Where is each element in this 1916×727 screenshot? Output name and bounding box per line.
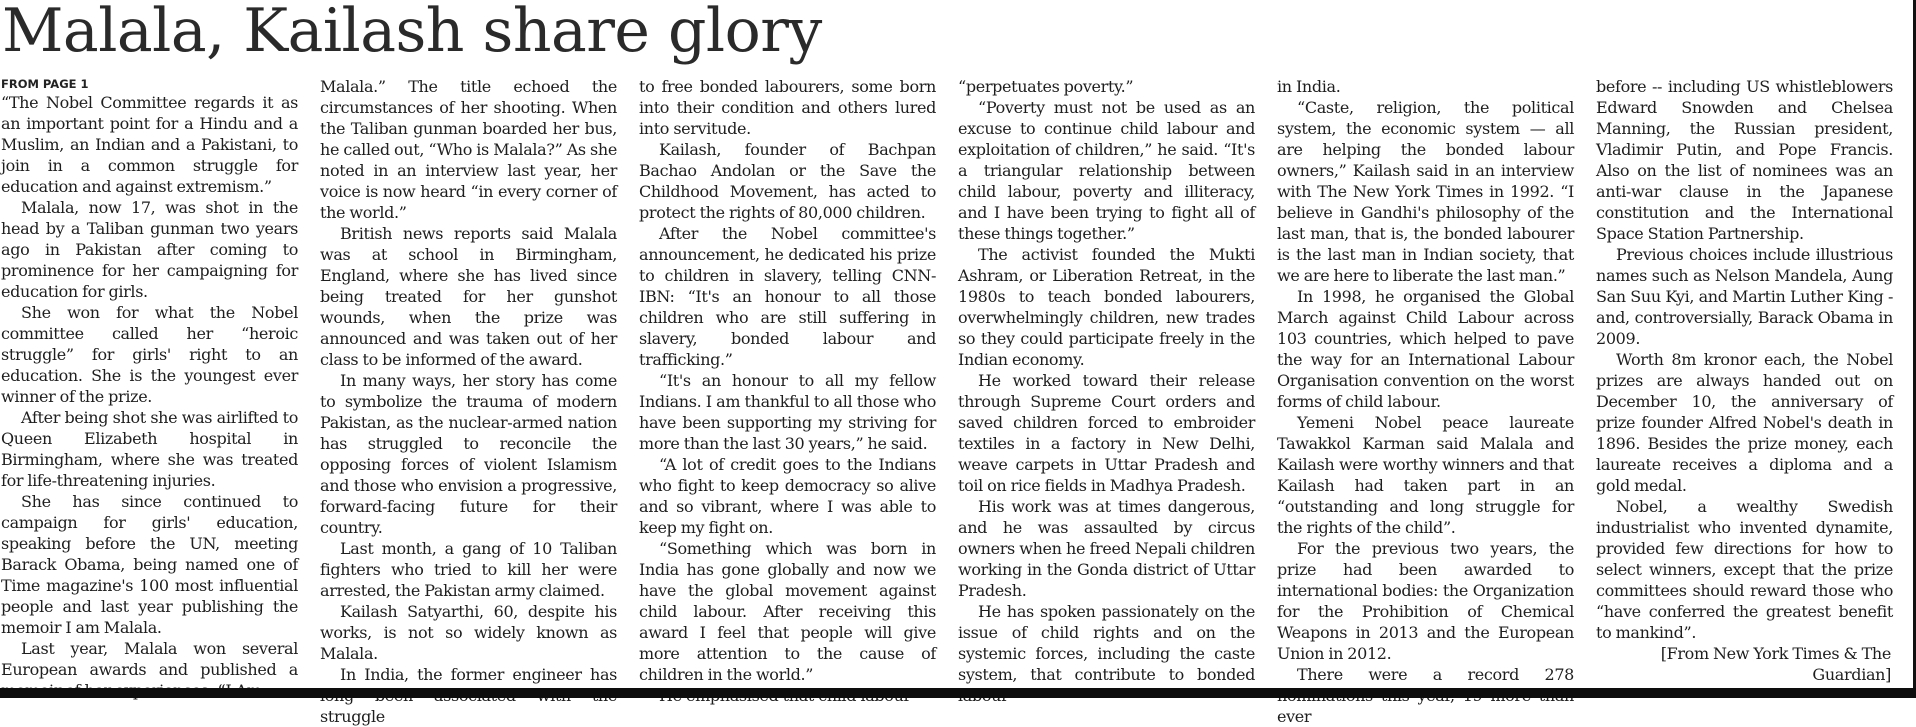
column-2 — [320, 76, 617, 726]
paragraph: British news reports said Malala was at school in Birmingham, England, where she has lived since being treated for her gunshot wounds, when the prize was announced and was taken out of her class to be informed of the award. — [320, 224, 617, 369]
paragraph: Last year, Malala won several European awards and published a — [1, 639, 298, 679]
column-4 — [958, 76, 1255, 684]
paragraph: Yemeni Nobel peace laureate Tawakkol Karman said Malala and Kailash were worthy winners and that Kailash had taken part in an “outstanding and long struggle for the rights of the child”. — [1277, 413, 1574, 537]
continued-from-kicker: FROM PAGE 1 — [1, 77, 89, 91]
headline: Malala, Kailash share glory — [2, 0, 822, 66]
paragraph: In 1998, he organised the Global March against Child Labour across 103 countries, which helped to pave the way for an International Labour Organisation convention on the worst forms of child labour. — [1277, 287, 1574, 411]
paragraph: Nobel, a wealthy Swedish industrialist who invented dynamite, provided few directions for how to select winners, except that the prize committees should reward those who “have conferred the greatest benefit to mankind”. — [1596, 497, 1893, 642]
column-3 — [639, 76, 936, 684]
paragraph: She won for what the Nobel committee called her “heroic struggle” for girls' right to an education. She is the youngest ever winner of the prize. — [1, 303, 298, 406]
paragraph: In many ways, her story has come to symbolize the trauma of modern Pakistan, as the nuclear-armed nation has struggled to reconcile the opposing forces of violent Islamism and those who envision a progressive, forward-facing future for their country. — [320, 371, 617, 537]
paragraph: His work was at times dangerous, and he was assaulted by circus owners when he freed Nepali children working in the Gonda district of Uttar Pradesh. — [958, 497, 1255, 600]
paragraph: For the previous two years, the prize had been awarded to international bodies: the Organization for the Prohibition of Chemical Weapons in 2013 and the European Union in 2012. — [1277, 539, 1574, 663]
paragraph: She has since continued to campaign for girls' education, speaking before the UN, meeting Barack Obama, being named one of Time magazine's 100 most influential people and last year publishing the memoir I am Malala. — [1, 492, 298, 637]
paragraph: “Poverty must not be used as an excuse to continue child labour and exploitation of children,” he said. “It's a triangular relationship between child labour, poverty and illiteracy, and I have been trying to fight all of these things together.” — [958, 98, 1255, 243]
paragraph: in India. — [1277, 77, 1341, 96]
paragraph: In India, the former engineer has struggle — [320, 665, 617, 726]
paragraph: “Something which was born in India has gone globally and now we have the global movement against child labour. After receiving this award I feel that people will give more attention to the cause of children in the world.” — [639, 539, 936, 684]
page-bottom-rule — [0, 688, 1916, 698]
paragraph: He worked toward their release through Supreme Court orders and saved children forced to embroider textiles in a factory in New Delhi, weave carpets in Uttar Pradesh and toil on rice fields in Madhya Pradesh. — [958, 371, 1255, 495]
paragraph: Previous choices include illustrious names such as Nelson Mandela, Aung San Suu Kyi, and Martin Luther King - and, controversially, Barack Obama in 2009. — [1596, 245, 1893, 348]
paragraph: to free bonded labourers, some born into their condition and others lured into servitude. — [639, 77, 936, 138]
column-1 — [1, 76, 298, 684]
paragraph: “A lot of credit goes to the Indians who fight to keep democracy so alive and so vibrant, where I was able to keep my fight on. — [639, 455, 936, 537]
paragraph: Last month, a gang of 10 Taliban fighters who tried to kill her were arrested, the Pakistan army claimed. — [320, 539, 617, 600]
paragraph: After being shot she was airlifted to Queen Elizabeth hospital in Birmingham, where she was treated for life-threatening injuries. — [1, 408, 298, 490]
paragraph: The activist founded the Mukti Ashram, or Liberation Retreat, in the 1980s to teach bonded labourers, overwhelmingly children, new trades so they could participate freely in the Indian economy. — [958, 245, 1255, 369]
paragraph: After the Nobel committee's announcement, he dedicated his prize to children in slavery, telling CNN-IBN: “It's an honour to all those children who are still suffering in slavery, bonded labour and trafficking.” — [639, 224, 936, 369]
paragraph: Malala.” The title echoed the circumstances of her shooting. When the Taliban gunman boarded her bus, he called out, “Who is Malala?” As she noted in an interview last year, her voice is now heard “in every corner of the world.” — [320, 77, 617, 222]
source-credit: [From New York Times & The Guardian] — [1660, 644, 1891, 684]
paragraph: There were a record 278 ever — [1277, 665, 1574, 726]
column-5 — [1277, 76, 1574, 726]
paragraph: He has spoken passionately on the issue of child rights and on the systemic forces, including the caste system, that contribute to bonded — [958, 602, 1255, 684]
paragraph: “The Nobel Committee regards it as an important point for a Hindu and a Muslim, an Indian and a Pakistani, to join in a common struggle for education and against extremism.” — [1, 93, 298, 196]
paragraph: Kailash, founder of Bachpan Bachao Andolan or the Save the Childhood Movement, has acted to protect the rights of 80,000 children. — [639, 140, 936, 222]
paragraph: before -- including US whistleblowers Edward Snowden and Chelsea Manning, the Russian president, Vladimir Putin, and Pope Francis. Also on the list of nominees was an anti-war clause in the Japanese constitution and the International Space Station Partnership. — [1596, 77, 1893, 243]
column-6 — [1596, 76, 1893, 684]
paragraph: “Caste, religion, the political system, the economic system — all are helping the bonded labour owners,” Kailash said in an interview with The New York Times in 1992. “I believe in Gandhi's philosophy of the last man, that is, the bonded labourer is the last man in Indian society, that we are here to liberate the last man.” — [1277, 98, 1574, 285]
paragraph: Kailash Satyarthi, 60, despite his works, is not so widely known as Malala. — [320, 602, 617, 663]
paragraph: “perpetuates poverty.” — [958, 77, 1134, 96]
paragraph: Malala, now 17, was shot in the head by a Taliban gunman two years ago in Pakistan after coming to prominence for her campaigning for education for girls. — [1, 198, 298, 301]
paragraph: “It's an honour to all my fellow Indians. I am thankful to all those who have been supporting my striving for more than the last 30 years,” he said. — [639, 371, 936, 453]
article-body — [1, 76, 1906, 726]
paragraph: Worth 8m kronor each, the Nobel prizes are always handed out on December 10, the anniversary of prize founder Alfred Nobel's death in 1896. Besides the prize money, each laureate receives a diploma and a gold medal. — [1596, 350, 1893, 495]
